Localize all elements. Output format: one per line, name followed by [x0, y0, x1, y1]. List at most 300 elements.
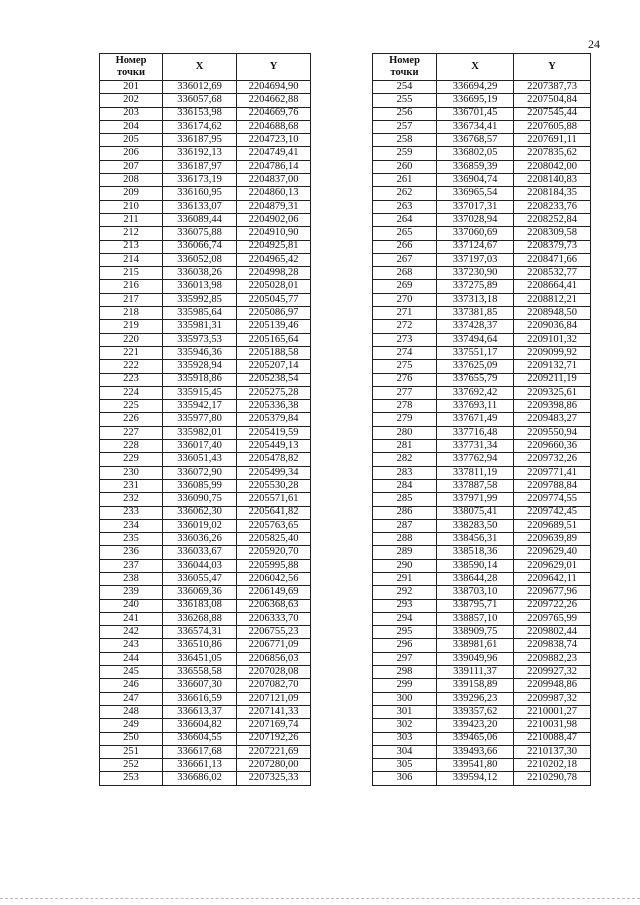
- x-coordinate-cell: 339465,06: [437, 732, 514, 745]
- point-number-cell: 236: [100, 546, 163, 559]
- y-coordinate-cell: 2208140,83: [514, 174, 591, 187]
- y-coordinate-cell: 2209742,45: [514, 506, 591, 519]
- table-body-right: [373, 81, 591, 786]
- point-number-cell: 247: [100, 692, 163, 705]
- table-row: [373, 373, 591, 386]
- table-row: [373, 719, 591, 732]
- y-coordinate-cell: 2205920,70: [237, 546, 311, 559]
- point-number-cell: 272: [373, 320, 437, 333]
- point-number-cell: 285: [373, 493, 437, 506]
- point-number-cell: 278: [373, 400, 437, 413]
- point-number-cell: 258: [373, 134, 437, 147]
- table-row: [100, 147, 311, 160]
- table-row: [373, 479, 591, 492]
- y-coordinate-cell: 2207141,33: [237, 705, 311, 718]
- table-row: [100, 453, 311, 466]
- x-coordinate-cell: 338909,75: [437, 626, 514, 639]
- table-row: [373, 120, 591, 133]
- x-coordinate-cell: 338644,28: [437, 572, 514, 585]
- y-coordinate-cell: 2204669,76: [237, 107, 311, 120]
- point-number-cell: 238: [100, 572, 163, 585]
- point-number-cell: 203: [100, 107, 163, 120]
- point-number-cell: 301: [373, 705, 437, 718]
- y-coordinate-cell: 2209927,32: [514, 666, 591, 679]
- point-number-cell: 216: [100, 280, 163, 293]
- x-coordinate-cell: 336036,26: [163, 533, 237, 546]
- x-coordinate-cell: 337028,94: [437, 213, 514, 226]
- table-row: [100, 307, 311, 320]
- x-coordinate-cell: 336617,68: [163, 745, 237, 758]
- y-coordinate-cell: 2205478,82: [237, 453, 311, 466]
- x-coordinate-cell: 336661,13: [163, 759, 237, 772]
- y-coordinate-cell: 2205641,82: [237, 506, 311, 519]
- table-row: [100, 586, 311, 599]
- table-row: [100, 174, 311, 187]
- x-coordinate-cell: 337692,42: [437, 386, 514, 399]
- y-coordinate-cell: 2208948,50: [514, 307, 591, 320]
- y-coordinate-cell: 2205238,54: [237, 373, 311, 386]
- x-coordinate-cell: 335981,31: [163, 320, 237, 333]
- point-number-cell: 240: [100, 599, 163, 612]
- table-row: [100, 200, 311, 213]
- point-number-cell: 202: [100, 94, 163, 107]
- y-coordinate-cell: 2205086,97: [237, 307, 311, 320]
- point-number-cell: 264: [373, 213, 437, 226]
- table-row: [100, 705, 311, 718]
- header-y: Y: [514, 54, 591, 81]
- y-coordinate-cell: 2207121,09: [237, 692, 311, 705]
- x-coordinate-cell: 336574,31: [163, 626, 237, 639]
- y-coordinate-cell: 2209629,01: [514, 559, 591, 572]
- point-number-cell: 228: [100, 440, 163, 453]
- y-coordinate-cell: 2204837,00: [237, 174, 311, 187]
- x-coordinate-cell: 336268,88: [163, 612, 237, 625]
- table-row: [373, 94, 591, 107]
- point-number-cell: 293: [373, 599, 437, 612]
- table-row: [373, 572, 591, 585]
- y-coordinate-cell: 2208309,58: [514, 227, 591, 240]
- table-row: [373, 107, 591, 120]
- x-coordinate-cell: 336187,95: [163, 134, 237, 147]
- table-row: [373, 307, 591, 320]
- x-coordinate-cell: 337197,03: [437, 253, 514, 266]
- y-coordinate-cell: 2204902,06: [237, 213, 311, 226]
- y-coordinate-cell: 2206368,63: [237, 599, 311, 612]
- point-number-cell: 295: [373, 626, 437, 639]
- table-row: [100, 386, 311, 399]
- table-row: [373, 493, 591, 506]
- table-row: [100, 280, 311, 293]
- table-row: [100, 440, 311, 453]
- table-row: [100, 519, 311, 532]
- y-coordinate-cell: 2209629,40: [514, 546, 591, 559]
- point-number-cell: 259: [373, 147, 437, 160]
- x-coordinate-cell: 336090,75: [163, 493, 237, 506]
- point-number-cell: 274: [373, 346, 437, 359]
- table-row: [373, 213, 591, 226]
- table-row: [373, 333, 591, 346]
- point-number-cell: 224: [100, 386, 163, 399]
- x-coordinate-cell: 336072,90: [163, 466, 237, 479]
- x-coordinate-cell: 339493,66: [437, 745, 514, 758]
- x-coordinate-cell: 337671,49: [437, 413, 514, 426]
- point-number-cell: 257: [373, 120, 437, 133]
- x-coordinate-cell: 335946,36: [163, 346, 237, 359]
- x-coordinate-cell: 335973,53: [163, 333, 237, 346]
- point-number-cell: 233: [100, 506, 163, 519]
- point-number-cell: 215: [100, 267, 163, 280]
- x-coordinate-cell: 339158,89: [437, 679, 514, 692]
- table-row: [373, 772, 591, 785]
- point-number-cell: 248: [100, 705, 163, 718]
- table-row: [373, 546, 591, 559]
- y-coordinate-cell: 2205763,65: [237, 519, 311, 532]
- point-number-cell: 281: [373, 440, 437, 453]
- point-number-cell: 243: [100, 639, 163, 652]
- point-number-cell: 210: [100, 200, 163, 213]
- y-coordinate-cell: 2207192,26: [237, 732, 311, 745]
- point-number-cell: 225: [100, 400, 163, 413]
- point-number-cell: 226: [100, 413, 163, 426]
- point-number-cell: 279: [373, 413, 437, 426]
- x-coordinate-cell: 335977,80: [163, 413, 237, 426]
- x-coordinate-cell: 336044,03: [163, 559, 237, 572]
- x-coordinate-cell: 339049,96: [437, 652, 514, 665]
- y-coordinate-cell: 2204879,31: [237, 200, 311, 213]
- table-row: [100, 666, 311, 679]
- point-number-cell: 250: [100, 732, 163, 745]
- point-number-cell: 282: [373, 453, 437, 466]
- x-coordinate-cell: 337762,94: [437, 453, 514, 466]
- table-row: [373, 692, 591, 705]
- x-coordinate-cell: 336558,58: [163, 666, 237, 679]
- point-number-cell: 288: [373, 533, 437, 546]
- table-row: [373, 466, 591, 479]
- point-number-cell: 223: [100, 373, 163, 386]
- y-coordinate-cell: 2209732,26: [514, 453, 591, 466]
- point-number-cell: 294: [373, 612, 437, 625]
- table-row: [373, 160, 591, 173]
- x-coordinate-cell: 335942,17: [163, 400, 237, 413]
- point-number-cell: 241: [100, 612, 163, 625]
- point-number-cell: 280: [373, 426, 437, 439]
- x-coordinate-cell: 335915,45: [163, 386, 237, 399]
- x-coordinate-cell: 336604,82: [163, 719, 237, 732]
- table-row: [100, 493, 311, 506]
- y-coordinate-cell: 2205336,38: [237, 400, 311, 413]
- y-coordinate-cell: 2207835,62: [514, 147, 591, 160]
- point-number-cell: 204: [100, 120, 163, 133]
- point-number-cell: 211: [100, 213, 163, 226]
- point-number-cell: 255: [373, 94, 437, 107]
- point-number-cell: 214: [100, 253, 163, 266]
- y-coordinate-cell: 2209398,86: [514, 400, 591, 413]
- x-coordinate-cell: 337887,58: [437, 479, 514, 492]
- x-coordinate-cell: 336019,02: [163, 519, 237, 532]
- x-coordinate-cell: 335985,64: [163, 307, 237, 320]
- y-coordinate-cell: 2210290,78: [514, 772, 591, 785]
- table-row: [373, 293, 591, 306]
- point-number-cell: 273: [373, 333, 437, 346]
- x-coordinate-cell: 336033,67: [163, 546, 237, 559]
- table-row: [373, 280, 591, 293]
- point-number-cell: 218: [100, 307, 163, 320]
- table-row: [100, 253, 311, 266]
- y-coordinate-cell: 2209325,61: [514, 386, 591, 399]
- x-coordinate-cell: 336604,55: [163, 732, 237, 745]
- y-coordinate-cell: 2207605,88: [514, 120, 591, 133]
- table-row: [373, 705, 591, 718]
- table-row: [100, 293, 311, 306]
- point-number-cell: 297: [373, 652, 437, 665]
- table-row: [373, 227, 591, 240]
- point-number-cell: 222: [100, 360, 163, 373]
- x-coordinate-cell: 336017,40: [163, 440, 237, 453]
- point-number-cell: 239: [100, 586, 163, 599]
- point-number-cell: 306: [373, 772, 437, 785]
- y-coordinate-cell: 2210031,98: [514, 719, 591, 732]
- point-number-cell: 261: [373, 174, 437, 187]
- table-row: [100, 81, 311, 94]
- table-row: [100, 187, 311, 200]
- page-bottom-edge: [0, 898, 640, 899]
- table-row: [100, 227, 311, 240]
- x-coordinate-cell: 336066,74: [163, 240, 237, 253]
- y-coordinate-cell: 2210001,27: [514, 705, 591, 718]
- x-coordinate-cell: 336616,59: [163, 692, 237, 705]
- x-coordinate-cell: 336695,19: [437, 94, 514, 107]
- y-coordinate-cell: 2207028,08: [237, 666, 311, 679]
- y-coordinate-cell: 2204910,90: [237, 227, 311, 240]
- table-row: [373, 679, 591, 692]
- y-coordinate-cell: 2206333,70: [237, 612, 311, 625]
- point-number-cell: 254: [373, 81, 437, 94]
- table-row: [100, 679, 311, 692]
- x-coordinate-cell: 337428,37: [437, 320, 514, 333]
- point-number-cell: 208: [100, 174, 163, 187]
- table-row: [100, 599, 311, 612]
- y-coordinate-cell: 2206856,03: [237, 652, 311, 665]
- point-number-cell: 244: [100, 652, 163, 665]
- x-coordinate-cell: 336187,97: [163, 160, 237, 173]
- table-row: [373, 81, 591, 94]
- table-row: [100, 652, 311, 665]
- y-coordinate-cell: 2208532,77: [514, 267, 591, 280]
- point-number-cell: 251: [100, 745, 163, 758]
- table-row: [100, 533, 311, 546]
- table-row: [100, 107, 311, 120]
- point-number-cell: 296: [373, 639, 437, 652]
- table-row: [373, 745, 591, 758]
- y-coordinate-cell: 2208252,84: [514, 213, 591, 226]
- y-coordinate-cell: 2207082,70: [237, 679, 311, 692]
- point-number-cell: 242: [100, 626, 163, 639]
- table-body-left: [100, 81, 311, 786]
- table-row: [100, 360, 311, 373]
- point-number-cell: 286: [373, 506, 437, 519]
- table-row: [100, 120, 311, 133]
- table-row: [373, 413, 591, 426]
- table-row: [373, 346, 591, 359]
- x-coordinate-cell: 337971,99: [437, 493, 514, 506]
- x-coordinate-cell: 339541,80: [437, 759, 514, 772]
- y-coordinate-cell: 2204786,14: [237, 160, 311, 173]
- coordinates-table-left: [99, 53, 311, 786]
- table-row: [100, 373, 311, 386]
- point-number-cell: 201: [100, 81, 163, 94]
- x-coordinate-cell: 338981,61: [437, 639, 514, 652]
- y-coordinate-cell: 2209483,27: [514, 413, 591, 426]
- header-x: X: [163, 54, 237, 81]
- x-coordinate-cell: 338283,50: [437, 519, 514, 532]
- y-coordinate-cell: 2205571,61: [237, 493, 311, 506]
- x-coordinate-cell: 336607,30: [163, 679, 237, 692]
- point-number-cell: 246: [100, 679, 163, 692]
- point-number-cell: 265: [373, 227, 437, 240]
- x-coordinate-cell: 337494,64: [437, 333, 514, 346]
- header-x: X: [437, 54, 514, 81]
- point-number-cell: 270: [373, 293, 437, 306]
- x-coordinate-cell: 336174,62: [163, 120, 237, 133]
- table-row: [373, 253, 591, 266]
- point-number-cell: 253: [100, 772, 163, 785]
- x-coordinate-cell: 335928,94: [163, 360, 237, 373]
- y-coordinate-cell: 2204723,10: [237, 134, 311, 147]
- table-row: [100, 346, 311, 359]
- point-number-cell: 229: [100, 453, 163, 466]
- x-coordinate-cell: 336173,19: [163, 174, 237, 187]
- point-number-cell: 252: [100, 759, 163, 772]
- table-row: [373, 200, 591, 213]
- point-number-cell: 234: [100, 519, 163, 532]
- x-coordinate-cell: 336965,54: [437, 187, 514, 200]
- point-number-cell: 269: [373, 280, 437, 293]
- y-coordinate-cell: 2209132,71: [514, 360, 591, 373]
- page-number: 24: [588, 37, 600, 51]
- y-coordinate-cell: 2209774,55: [514, 493, 591, 506]
- x-coordinate-cell: 339594,12: [437, 772, 514, 785]
- x-coordinate-cell: 336160,95: [163, 187, 237, 200]
- table-header-row: [100, 54, 311, 81]
- point-number-cell: 266: [373, 240, 437, 253]
- x-coordinate-cell: 336701,45: [437, 107, 514, 120]
- x-coordinate-cell: 336013,98: [163, 280, 237, 293]
- y-coordinate-cell: 2209099,92: [514, 346, 591, 359]
- x-coordinate-cell: 337017,31: [437, 200, 514, 213]
- point-number-cell: 262: [373, 187, 437, 200]
- header-point-number: Номер точки: [373, 54, 437, 81]
- point-number-cell: 263: [373, 200, 437, 213]
- table-row: [100, 333, 311, 346]
- table-row: [100, 719, 311, 732]
- y-coordinate-cell: 2209802,44: [514, 626, 591, 639]
- point-number-cell: 287: [373, 519, 437, 532]
- table-row: [100, 400, 311, 413]
- table-row: [373, 639, 591, 652]
- table-row: [100, 559, 311, 572]
- point-number-cell: 267: [373, 253, 437, 266]
- point-number-cell: 245: [100, 666, 163, 679]
- table-row: [100, 612, 311, 625]
- table-row: [100, 732, 311, 745]
- table-row: [373, 174, 591, 187]
- point-number-cell: 230: [100, 466, 163, 479]
- y-coordinate-cell: 2209882,23: [514, 652, 591, 665]
- point-number-cell: 209: [100, 187, 163, 200]
- y-coordinate-cell: 2205165,64: [237, 333, 311, 346]
- point-number-cell: 300: [373, 692, 437, 705]
- table-row: [373, 134, 591, 147]
- table-row: [373, 386, 591, 399]
- table-row: [373, 400, 591, 413]
- x-coordinate-cell: 338075,41: [437, 506, 514, 519]
- table-row: [373, 453, 591, 466]
- y-coordinate-cell: 2205419,59: [237, 426, 311, 439]
- point-number-cell: 305: [373, 759, 437, 772]
- table-row: [100, 240, 311, 253]
- y-coordinate-cell: 2208379,73: [514, 240, 591, 253]
- y-coordinate-cell: 2209788,84: [514, 479, 591, 492]
- table-row: [373, 559, 591, 572]
- x-coordinate-cell: 336062,30: [163, 506, 237, 519]
- x-coordinate-cell: 337230,90: [437, 267, 514, 280]
- y-coordinate-cell: 2209211,19: [514, 373, 591, 386]
- point-number-cell: 260: [373, 160, 437, 173]
- x-coordinate-cell: 337060,69: [437, 227, 514, 240]
- point-number-cell: 299: [373, 679, 437, 692]
- y-coordinate-cell: 2208233,76: [514, 200, 591, 213]
- x-coordinate-cell: 336768,57: [437, 134, 514, 147]
- table-row: [373, 426, 591, 439]
- table-row: [373, 506, 591, 519]
- y-coordinate-cell: 2204749,41: [237, 147, 311, 160]
- y-coordinate-cell: 2206771,09: [237, 639, 311, 652]
- y-coordinate-cell: 2207169,74: [237, 719, 311, 732]
- x-coordinate-cell: 336802,05: [437, 147, 514, 160]
- y-coordinate-cell: 2208184,35: [514, 187, 591, 200]
- y-coordinate-cell: 2204925,81: [237, 240, 311, 253]
- y-coordinate-cell: 2208042,00: [514, 160, 591, 173]
- y-coordinate-cell: 2209550,94: [514, 426, 591, 439]
- y-coordinate-cell: 2207325,33: [237, 772, 311, 785]
- point-number-cell: 304: [373, 745, 437, 758]
- table-row: [100, 506, 311, 519]
- x-coordinate-cell: 337551,17: [437, 346, 514, 359]
- y-coordinate-cell: 2205530,28: [237, 479, 311, 492]
- table-row: [100, 572, 311, 585]
- x-coordinate-cell: 337275,89: [437, 280, 514, 293]
- table-row: [100, 160, 311, 173]
- x-coordinate-cell: 336694,29: [437, 81, 514, 94]
- y-coordinate-cell: 2205995,88: [237, 559, 311, 572]
- y-coordinate-cell: 2210202,18: [514, 759, 591, 772]
- table-row: [100, 413, 311, 426]
- y-coordinate-cell: 2209765,99: [514, 612, 591, 625]
- table-row: [373, 360, 591, 373]
- point-number-cell: 303: [373, 732, 437, 745]
- y-coordinate-cell: 2204688,68: [237, 120, 311, 133]
- point-number-cell: 249: [100, 719, 163, 732]
- x-coordinate-cell: 336089,44: [163, 213, 237, 226]
- point-number-cell: 277: [373, 386, 437, 399]
- y-coordinate-cell: 2209771,41: [514, 466, 591, 479]
- y-coordinate-cell: 2205188,58: [237, 346, 311, 359]
- y-coordinate-cell: 2209036,84: [514, 320, 591, 333]
- y-coordinate-cell: 2208471,66: [514, 253, 591, 266]
- y-coordinate-cell: 2204965,42: [237, 253, 311, 266]
- y-coordinate-cell: 2209660,36: [514, 440, 591, 453]
- x-coordinate-cell: 336038,26: [163, 267, 237, 280]
